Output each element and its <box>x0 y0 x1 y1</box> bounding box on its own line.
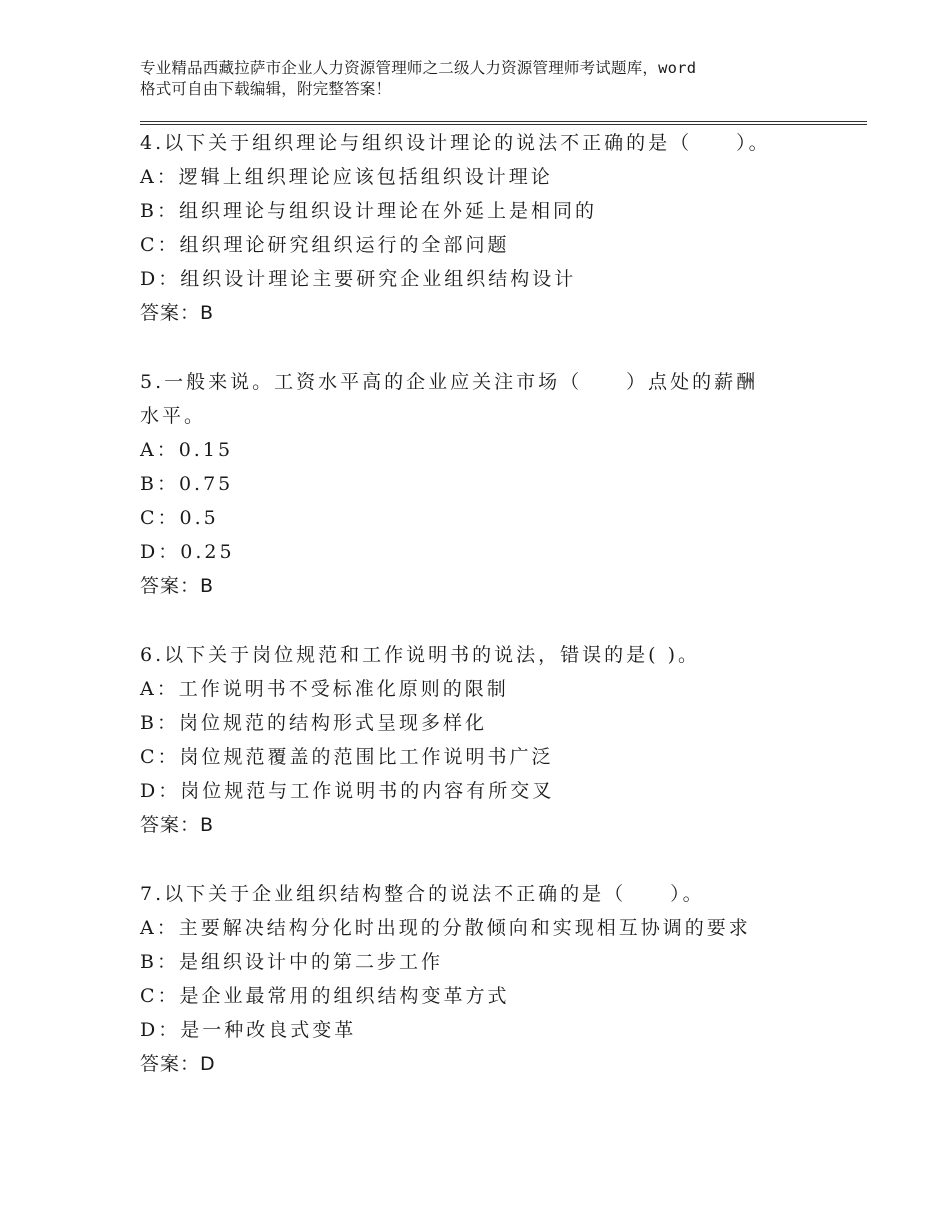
header-divider-top <box>140 121 867 122</box>
answer: 答案：D <box>140 1053 216 1075</box>
option-b: B：组织理论与组织设计理论在外延上是相同的 <box>140 200 597 222</box>
option-a: A：逻辑上组织理论应该包括组织设计理论 <box>140 166 553 188</box>
question-7 <box>140 877 830 1081</box>
header-divider-bottom <box>140 124 867 125</box>
option-d: D：岗位规范与工作说明书的内容有所交叉 <box>140 780 555 802</box>
question-5 <box>140 365 830 603</box>
option-b: B：是组织设计中的第二步工作 <box>140 951 443 973</box>
option-a: A：0.15 <box>140 439 234 461</box>
question-stem: 7.以下关于企业组织结构整合的说法不正确的是（ ）。 <box>140 883 705 905</box>
option-a: A：工作说明书不受标准化原则的限制 <box>140 678 509 700</box>
answer: 答案：B <box>140 814 215 836</box>
option-d: D：组织设计理论主要研究企业组织结构设计 <box>140 268 577 290</box>
option-b: B：0.75 <box>140 473 234 495</box>
answer: 答案：B <box>140 575 215 597</box>
option-c: C：是企业最常用的组织结构变革方式 <box>140 985 510 1007</box>
option-b: B：岗位规范的结构形式呈现多样化 <box>140 712 487 734</box>
header-line-1: 专业精品西藏拉萨市企业人力资源管理师之二级人力资源管理师考试题库，word <box>140 59 697 77</box>
question-stem: 6.以下关于岗位规范和工作说明书的说法，错误的是( )。 <box>140 644 700 666</box>
option-c: C：组织理论研究组织运行的全部问题 <box>140 234 510 256</box>
answer: 答案：B <box>140 302 215 324</box>
question-stem: 4.以下关于组织理论与组织设计理论的说法不正确的是（ ）。 <box>140 132 771 154</box>
document-header <box>140 58 820 100</box>
question-4 <box>140 126 830 330</box>
option-c: C：岗位规范覆盖的范围比工作说明书广泛 <box>140 746 554 768</box>
question-stem: 5.一般来说。工资水平高的企业应关注市场（ ）点处的薪酬水平。 <box>140 371 759 427</box>
question-6 <box>140 638 830 842</box>
option-d: D：0.25 <box>140 541 235 563</box>
option-c: C：0.5 <box>140 507 219 529</box>
header-line-2: 格式可自由下载编辑，附完整答案！ <box>140 80 392 98</box>
option-a: A：主要解决结构分化时出现的分散倾向和实现相互协调的要求 <box>140 917 751 939</box>
option-d: D：是一种改良式变革 <box>140 1019 357 1041</box>
